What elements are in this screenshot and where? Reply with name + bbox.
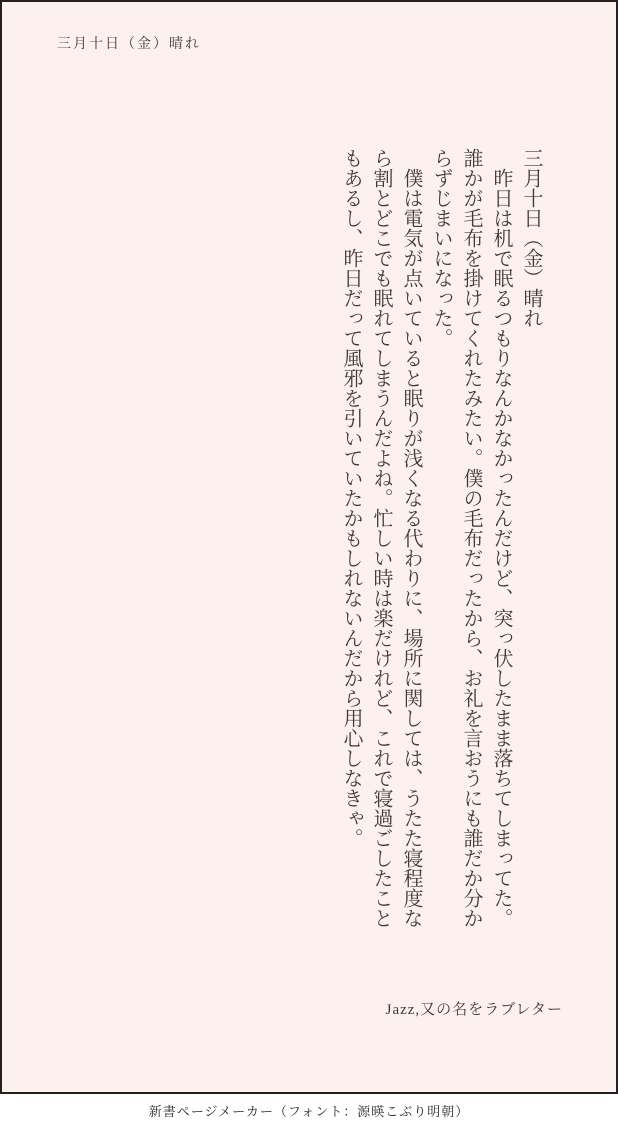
diary-text-block xyxy=(336,148,546,932)
page-header-date: 三月十日（金）晴れ xyxy=(57,37,201,52)
diary-paragraph-2: 僕は電気が点いていると眠りが浅くなる代わりに、場所に関しては、うたた寝程度なら割とどこでも眠れてしまうんだよね。忙しい時は楽だけれど、これで寝過ごしたこともあるし、昨日だって風邪を引いていたかもしれないんだから用心しなきゃ。 xyxy=(340,148,422,928)
author-signature: Jazz,又の名をラブレター xyxy=(385,1002,563,1018)
generator-caption: 新書ページメーカー（フォント：源暎こぶり明朝） xyxy=(148,1104,470,1119)
diary-paragraph-1: 昨日は机で眠るつもりなんかなかったんだけど、突っ伏したまま落ちてしまってた。誰かが毛布を掛けてくれたみたい。僕の毛布だったから、お礼を言おうにも誰だか分からずじまいになった。 xyxy=(430,148,512,928)
diary-entry-title: 三月十日（金）晴れ xyxy=(520,148,542,328)
